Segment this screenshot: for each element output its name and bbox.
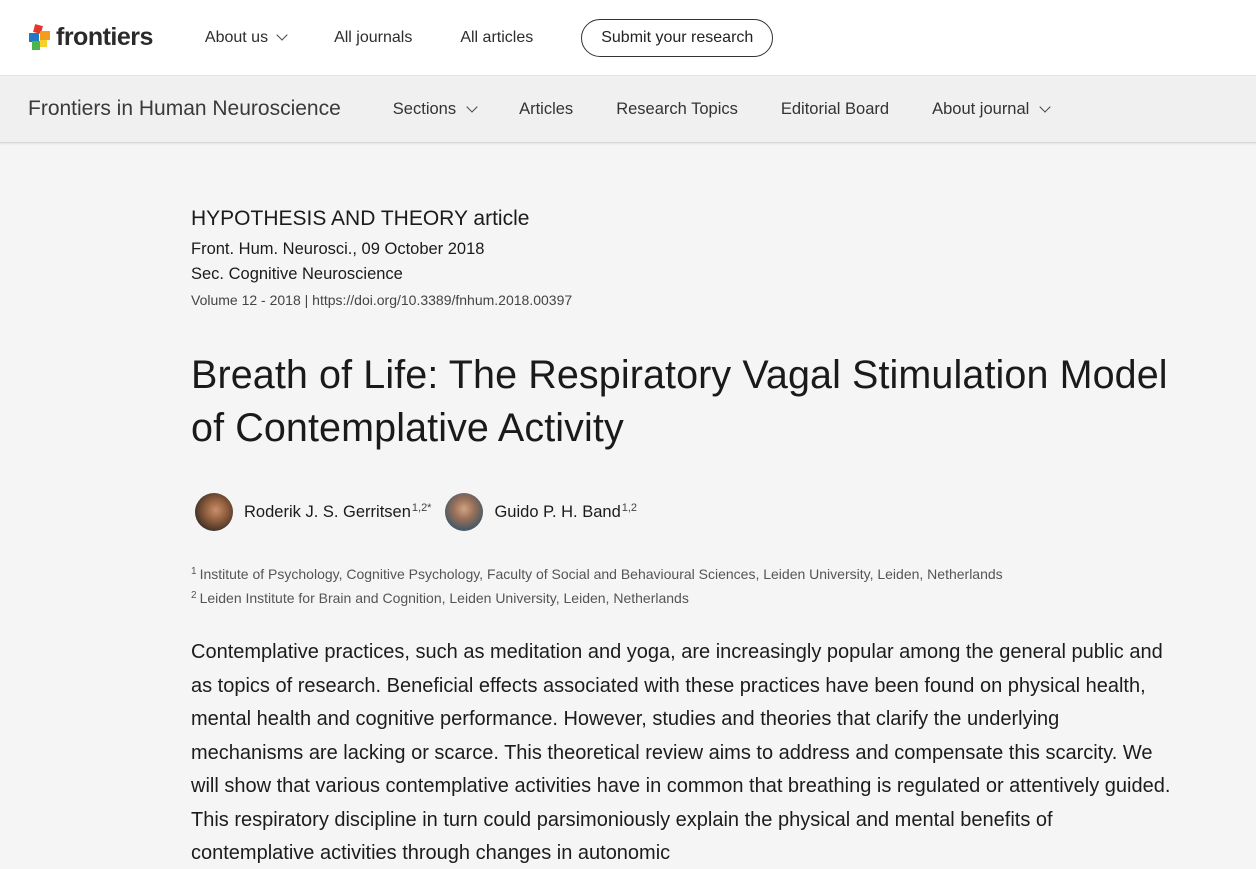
abstract-text: Contemplative practices, such as meditation and yoga, are increasingly popular among the general public and as topics of research. Beneficial effects associated with these practices have been found on physical health, mental health and cognitive performance. However, studies and theories that clarify the underlying mechanisms are lacking or scarce. This theoretical review aims to address and compensate this scarcity. We will show that various contemplative activities have in common that breathing is regulated or attentively guided. This respiratory discipline in turn could parsimoniously explain the physical and mental benefits of contemplative activities through changes in autonomic: [191, 641, 1171, 864]
submit-research-button[interactable]: Submit your research: [581, 19, 773, 57]
nav-all-articles-label: All articles: [460, 28, 534, 46]
journal-nav-research-topics[interactable]: [616, 100, 738, 119]
frontiers-logo-icon: [28, 25, 52, 51]
top-nav: [205, 19, 773, 57]
chevron-down-icon: [276, 29, 287, 40]
affiliation-item: [191, 585, 1176, 609]
avatar: [195, 493, 233, 531]
journal-nav-sections[interactable]: [393, 100, 476, 119]
frontiers-logo[interactable]: [28, 23, 153, 52]
author-item[interactable]: [441, 493, 637, 531]
affiliation-number: 1: [191, 566, 197, 577]
journal-nav-research-topics-label: Research Topics: [616, 99, 738, 118]
article-content: [0, 207, 1256, 869]
article-citation: Front. Hum. Neurosci., 09 October 2018: [191, 240, 485, 258]
journal-nav-articles[interactable]: [519, 100, 573, 119]
affiliations: [191, 561, 1176, 609]
journal-nav-editorial-board-label: Editorial Board: [780, 99, 890, 118]
journal-nav-articles-label: Articles: [519, 99, 574, 118]
chevron-down-icon: [1040, 101, 1051, 112]
chevron-down-icon: [466, 101, 477, 112]
avatar: [445, 493, 483, 531]
author-affiliation-marker: 1,2*: [411, 502, 432, 514]
affiliation-number: 2: [191, 590, 197, 601]
author-name: [244, 502, 431, 522]
journal-nav: [393, 100, 1050, 119]
affiliation-text: Institute of Psychology, Cognitive Psychology, Faculty of Social and Behavioural Sciences, Leiden University, Leiden, Netherlands: [199, 566, 1003, 582]
nav-about-us[interactable]: [205, 29, 286, 47]
author-list: [191, 493, 1176, 531]
author-item[interactable]: [191, 493, 431, 531]
nav-all-journals[interactable]: [334, 29, 412, 47]
article-title: Breath of Life: The Respiratory Vagal Stimulation Model of Contemplative Activity: [191, 353, 1168, 450]
journal-nav-about-journal[interactable]: [932, 100, 1049, 119]
nav-all-journals-label: All journals: [334, 28, 413, 46]
article-type: HYPOTHESIS AND THEORY article: [191, 207, 530, 230]
author-name-text: Roderik J. S. Gerritsen: [244, 503, 411, 521]
journal-nav-about-journal-label: About journal: [932, 99, 1030, 118]
nav-all-articles[interactable]: [460, 29, 533, 47]
author-name: [494, 502, 637, 522]
affiliation-item: [191, 561, 1176, 585]
affiliation-text: Leiden Institute for Brain and Cognition, Leiden University, Leiden, Netherlands: [199, 590, 689, 606]
journal-title[interactable]: Frontiers in Human Neuroscience: [28, 97, 341, 120]
journal-nav-editorial-board[interactable]: [781, 100, 889, 119]
article-section[interactable]: Sec. Cognitive Neuroscience: [191, 265, 403, 283]
author-affiliation-marker: 1,2: [621, 502, 638, 514]
author-name-text: Guido P. H. Band: [494, 503, 621, 521]
journal-nav-sections-label: Sections: [392, 99, 457, 118]
site-header: [0, 0, 1256, 76]
journal-header: [0, 76, 1256, 143]
nav-about-us-label: About us: [204, 28, 269, 46]
article-volume-doi[interactable]: Volume 12 - 2018 | https://doi.org/10.3389/fnhum.2018.00397: [191, 292, 573, 308]
logo-text: frontiers: [56, 23, 153, 51]
